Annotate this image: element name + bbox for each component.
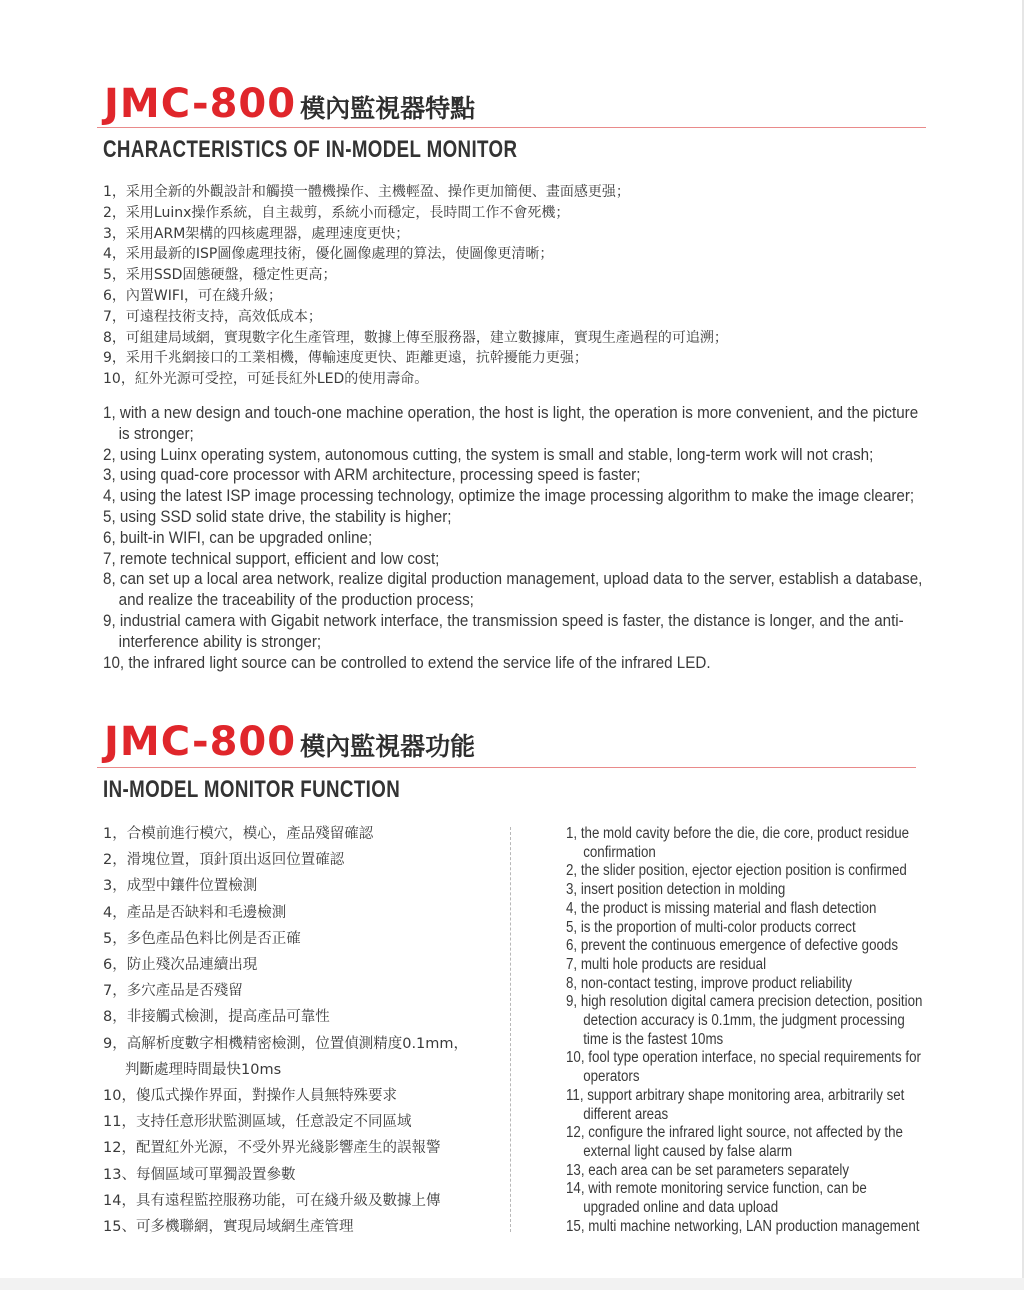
list-item: 7，可遠程技術支持，高效低成本； xyxy=(103,308,322,325)
model-name: JMC-800 xyxy=(104,81,297,127)
list-item: 7, multi hole products are residual xyxy=(566,955,767,973)
function-list-en xyxy=(566,825,923,1236)
list-item: 11, support arbitrary shape monitoring area, arbitrarily set different areas xyxy=(566,1086,905,1123)
list-item-text: 9，高解析度數字相機精密檢測，位置偵測精度0.1mm， xyxy=(103,1035,469,1052)
list-item: 2, using Luinx operating system, autonomous cutting, the system is small and stable, long-term work will not crash; xyxy=(103,445,874,464)
list-item: 6，防止殘次品連續出現 xyxy=(103,957,258,974)
list-item: 3，采用ARM架構的四核處理器，處理速度更快； xyxy=(103,225,410,242)
list-item: 2, the slider position, ejector ejection position is confirmed xyxy=(566,862,907,880)
list-item: 10, fool type operation interface, no special requirements for operators xyxy=(566,1049,921,1086)
list-item: 1, with a new design and touch-one machine operation, the host is light, the operation is more convenient, and the picture is stronger; xyxy=(103,404,919,443)
characteristics-list-en xyxy=(103,403,931,673)
list-item: 2，滑塊位置，頂針頂出返回位置確認 xyxy=(103,852,345,869)
list-item: 7, remote technical support, efficient and low cost; xyxy=(103,549,440,568)
list-item: 15, multi machine networking, LAN production management xyxy=(566,1217,920,1235)
characteristics-title-cn: 模內監視器特點 xyxy=(300,94,476,123)
list-item: 5, is the proportion of multi-color products correct xyxy=(566,918,856,936)
list-item: 5，采用SSD固態硬盤，穩定性更高； xyxy=(103,267,337,284)
list-item: 8，可組建局域網，實現數字化生產管理，數據上傳至服務器，建立數據庫，實現生產過程的可追溯； xyxy=(103,329,728,346)
column-divider xyxy=(510,827,511,1232)
list-item: 13, each area can be set parameters separately xyxy=(566,1161,850,1179)
list-item: 1，合模前進行模穴，模心，產品殘留確認 xyxy=(103,826,374,842)
list-item: 15、可多機聯網，實現局域網生產管理 xyxy=(103,1219,354,1236)
list-item: 12，配置紅外光源，不受外界光綫影響產生的誤報警 xyxy=(103,1140,441,1157)
list-item: 9，采用千兆網接口的工業相機，傳輸速度更快、距離更遠，抗幹擾能力更强； xyxy=(103,350,588,367)
list-item: 11，支持任意形狀監測區域，任意設定不同區域 xyxy=(103,1114,412,1131)
characteristics-heading xyxy=(104,81,476,127)
list-item: 3, insert position detection in molding xyxy=(566,881,786,899)
list-item: 2，采用Luinx操作系統，自主裁剪，系統小而穩定，長時間工作不會死機； xyxy=(103,204,570,221)
characteristics-list-cn xyxy=(103,182,728,390)
list-item: 8，非接觸式檢測，提高產品可靠性 xyxy=(103,1009,330,1026)
list-item: 10, the infrared light source can be controlled to extend the service life of the infrared LED. xyxy=(103,653,711,672)
function-title-cn: 模內監視器功能 xyxy=(300,732,476,761)
list-item: 10，傻瓜式操作界面，對操作人員無特殊要求 xyxy=(103,1088,397,1105)
list-item xyxy=(103,1031,468,1083)
list-item: 1，采用全新的外觀設計和觸摸一體機操作、主機輕盈、操作更加簡便、畫面感更强； xyxy=(103,184,630,200)
list-item: 8, can set up a local area network, realize digital production management, upload data to the server, establish a database, and realize the traceability of the production process; xyxy=(103,570,923,610)
list-item: 9, industrial camera with Gigabit network interface, the transmission speed is faster, the distance is longer, and the anti-interference ability is stronger; xyxy=(103,611,904,651)
list-item: 6，內置WIFI，可在綫升級； xyxy=(103,287,283,304)
list-item: 13、每個區域可單獨設置參數 xyxy=(103,1166,296,1183)
list-item: 6, prevent the continuous emergence of defective goods xyxy=(566,937,899,955)
function-heading xyxy=(104,719,476,765)
list-item: 12, configure the infrared light source, not affected by the external light caused by false alarm xyxy=(566,1124,903,1160)
page-bottom-band xyxy=(0,1278,1024,1290)
list-item: 1, the mold cavity before the die, die core, product residue confirmation xyxy=(566,825,910,861)
list-item: 8, non-contact testing, improve product reliability xyxy=(566,974,853,992)
model-name: JMC-800 xyxy=(104,719,297,765)
list-item: 4，產品是否缺料和毛邊檢測 xyxy=(103,904,287,921)
list-item: 4，采用最新的ISP圖像處理技術，優化圖像處理的算法，使圖像更清晰； xyxy=(103,246,554,263)
characteristics-title-en: CHARACTERISTICS OF IN-MODEL MONITOR xyxy=(103,136,518,163)
list-item: 3，成型中鑲件位置檢測 xyxy=(103,878,258,895)
list-item: 4, the product is missing material and flash detection xyxy=(566,899,877,917)
function-title-en: IN-MODEL MONITOR FUNCTION xyxy=(103,776,401,803)
function-list-cn xyxy=(103,821,468,1240)
list-item: 5, using SSD solid state drive, the stability is higher; xyxy=(103,507,452,526)
heading-rule xyxy=(97,767,916,768)
list-item: 14，具有遠程監控服務功能，可在綫升級及數據上傳 xyxy=(103,1192,441,1209)
list-item: 14, with remote monitoring service function, can be upgraded online and data upload xyxy=(566,1180,867,1217)
list-item: 6, built-in WIFI, can be upgraded online; xyxy=(103,528,373,547)
list-item: 4, using the latest ISP image processing technology, optimize the image processing algorithm to make the image clearer; xyxy=(103,487,915,506)
list-item: 10，紅外光源可受控，可延長紅外LED的使用壽命。 xyxy=(103,371,429,388)
list-item: 5，多色產品色料比例是否正確 xyxy=(103,930,301,947)
list-item-continuation: 判斷處理時間最快10ms xyxy=(125,1061,282,1078)
list-item: 9, high resolution digital camera precision detection, position detection accuracy is 0.1mm, the judgment processing time is the fastest 10ms xyxy=(566,993,923,1048)
heading-rule xyxy=(97,127,926,128)
list-item: 7，多穴產品是否殘留 xyxy=(103,983,243,1000)
list-item: 3, using quad-core processor with ARM architecture, processing speed is faster; xyxy=(103,466,641,485)
